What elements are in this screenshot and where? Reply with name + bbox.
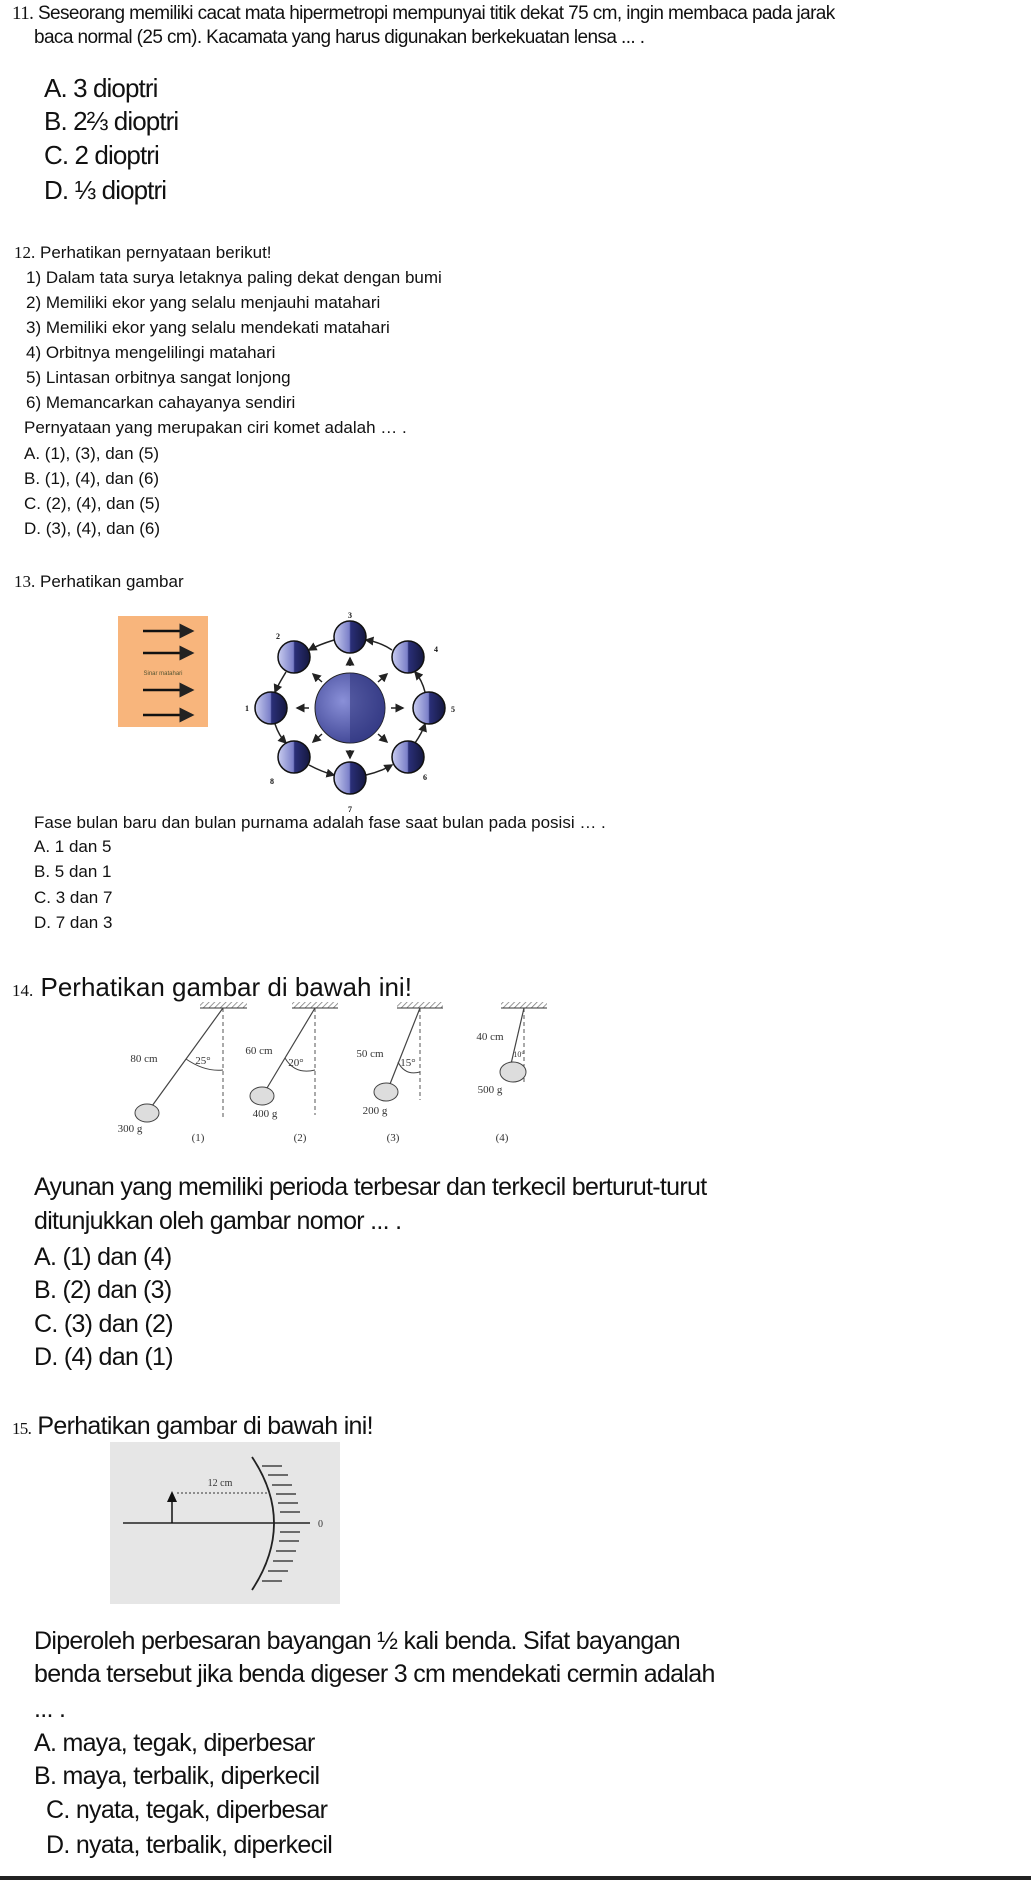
q12-statement: 4) Orbitnya mengelilingi matahari: [26, 343, 276, 362]
moon-label: 3: [348, 611, 352, 620]
q15-option-d[interactable]: D. nyata, terbalik, diperkecil: [46, 1831, 333, 1859]
q12-number: 12.: [14, 243, 36, 262]
q13-question: Fase bulan baru dan bulan purnama adalah fase saat bulan pada posisi … .: [34, 813, 606, 832]
pendulum-length: 50 cm: [356, 1048, 384, 1060]
q11-option-a[interactable]: A. 3 dioptri: [44, 73, 158, 103]
sunlight-label: Sinar matahari: [143, 671, 183, 677]
q13-option-a[interactable]: A. 1 dan 5: [34, 837, 112, 856]
q12-title: Perhatikan pernyataan berikut!: [39, 243, 272, 262]
pendulum-angle: 15°: [400, 1057, 416, 1069]
moon-position-6: [392, 741, 424, 773]
q14-option-a[interactable]: A. (1) dan (4): [34, 1243, 172, 1271]
q12-option-a[interactable]: A. (1), (3), dan (5): [24, 444, 160, 463]
pendulum-mass: 300 g: [117, 1123, 143, 1135]
q14-option-c[interactable]: C. (3) dan (2): [34, 1310, 173, 1338]
q11-number: 11.: [12, 3, 34, 24]
q12-option-b[interactable]: B. (1), (4), dan (6): [24, 469, 160, 488]
q15-option-b[interactable]: B. maya, terbalik, diperkecil: [34, 1762, 320, 1790]
q11-stem: [12, 4, 835, 23]
q12-title-row: [14, 244, 272, 261]
pendulum-4: [500, 1002, 547, 1082]
q11-option-b[interactable]: B. 2⅔ dioptri: [44, 106, 179, 136]
q15-line-2: benda tersebut jika benda digeser 3 cm mendekati cermin adalah: [34, 1660, 715, 1688]
q14-option-b[interactable]: B. (2) dan (3): [34, 1276, 172, 1304]
q15-number: 15.: [12, 1419, 32, 1438]
q14-line-2: ditunjukkan oleh gambar nomor ... .: [34, 1207, 402, 1235]
q14-number: 14.: [12, 981, 34, 1000]
q12-statement: 1) Dalam tata surya letaknya paling dekat dengan bumi: [26, 268, 442, 287]
pendulum-label: (1): [191, 1132, 205, 1144]
moon-label: 2: [276, 632, 280, 641]
pendulum-mass: 500 g: [477, 1084, 503, 1096]
q11-option-d[interactable]: D. ⅓ dioptri: [44, 175, 167, 205]
pendulum-label: (3): [386, 1132, 400, 1144]
q13-option-c[interactable]: C. 3 dan 7: [34, 888, 113, 907]
origin-label: 0: [318, 1519, 323, 1530]
page-bottom-border: [0, 1876, 1031, 1880]
pendulum-3: [374, 1002, 443, 1101]
q14-line-1: Ayunan yang memiliki perioda terbesar dan terkecil berturut-turut: [34, 1173, 707, 1201]
q12-statement: 3) Memiliki ekor yang selalu mendekati matahari: [26, 318, 390, 337]
q13-option-d[interactable]: D. 7 dan 3: [34, 913, 113, 932]
distance-label: 12 cm: [207, 1478, 233, 1489]
moon-position-2: [278, 641, 310, 673]
moon-label: 4: [434, 645, 438, 654]
q13-number: 13.: [14, 572, 36, 591]
q13-title-row: [14, 573, 184, 590]
moon-position-1: [255, 692, 287, 724]
moon-label: 1: [245, 704, 249, 713]
moon-label: 7: [348, 805, 352, 814]
q12-statement: 5) Lintasan orbitnya sangat lonjong: [26, 368, 291, 387]
q11-line-2: baca normal (25 cm). Kacamata yang harus digunakan berkekuatan lensa ... .: [34, 27, 645, 48]
moon-position-5: [413, 692, 445, 724]
q14-title: Perhatikan gambar di bawah ini!: [40, 972, 412, 1002]
moon-label: 8: [270, 777, 274, 786]
q13-title: Perhatikan gambar: [39, 572, 184, 591]
q15-option-c[interactable]: C. nyata, tegak, diperbesar: [46, 1796, 328, 1824]
moon-position-4: [392, 641, 424, 673]
q12-option-d[interactable]: D. (3), (4), dan (6): [24, 519, 161, 538]
q12-question: Pernyataan yang merupakan ciri komet adalah … .: [24, 418, 407, 437]
q15-option-a[interactable]: A. maya, tegak, diperbesar: [34, 1729, 315, 1757]
pendulum-label: (4): [495, 1132, 509, 1144]
q12-statement: 6) Memancarkan cahayanya sendiri: [26, 393, 296, 412]
q15-line-3: ... .: [34, 1695, 66, 1723]
q15-title: Perhatikan gambar di bawah ini!: [37, 1412, 373, 1440]
moon-position-7: [334, 762, 366, 794]
moon-position-8: [278, 741, 310, 773]
moon-label: 6: [423, 773, 427, 782]
concave-mirror-diagram: [110, 1442, 340, 1604]
pendulum-angle: 10°: [513, 1050, 525, 1059]
pendulum-angle: 25°: [195, 1055, 211, 1067]
q12-statement: 2) Memiliki ekor yang selalu menjauhi matahari: [26, 293, 381, 312]
earth-shadow: [350, 673, 385, 743]
q13-option-b[interactable]: B. 5 dan 1: [34, 862, 112, 881]
moon-phase-diagram: [0, 590, 500, 830]
pendulum-label: (2): [293, 1132, 307, 1144]
pendulum-angle: 20°: [288, 1057, 304, 1069]
q14-option-d[interactable]: D. (4) dan (1): [34, 1343, 173, 1371]
pendulum-diagram: [0, 995, 600, 1145]
q15-line-1: Diperoleh perbesaran bayangan ½ kali benda. Sifat bayangan: [34, 1627, 681, 1655]
pendulum-mass: 400 g: [252, 1108, 278, 1120]
q12-option-c[interactable]: C. (2), (4), dan (5): [24, 494, 161, 513]
pendulum-length: 60 cm: [245, 1045, 273, 1057]
moon-label: 5: [451, 705, 455, 714]
moon-position-3: [334, 621, 366, 653]
pendulum-mass: 200 g: [362, 1105, 388, 1117]
q15-title-row: [12, 1414, 373, 1439]
pendulum-length: 40 cm: [476, 1031, 504, 1043]
pendulum-length: 80 cm: [130, 1053, 158, 1065]
q11-line-1: Seseorang memiliki cacat mata hipermetropi mempunyai titik dekat 75 cm, ingin membaca pada jarak: [37, 3, 835, 24]
q11-option-c[interactable]: C. 2 dioptri: [44, 140, 159, 170]
